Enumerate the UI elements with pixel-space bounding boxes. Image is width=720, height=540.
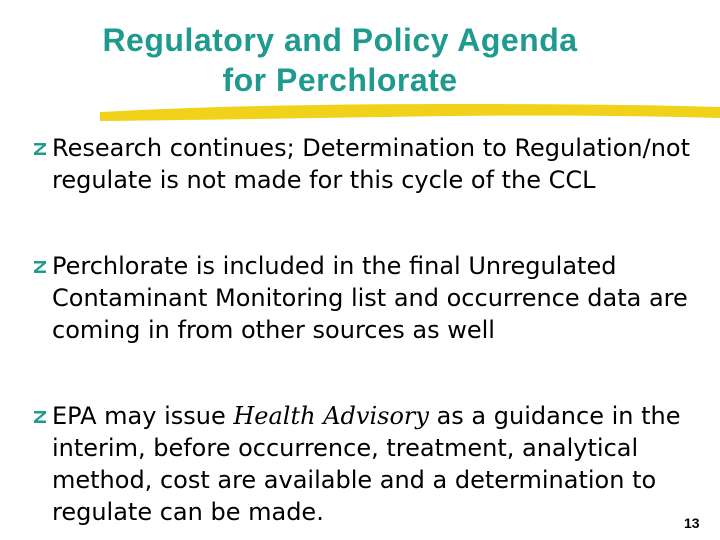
slide-title-line-2: for Perchlorate [222,62,458,98]
health-advisory-emphasis: Health Advisory [233,402,429,430]
bullet-text: Perchlorate is included in the final Unregulated Contaminant Monitoring list and occurrence data are coming in from other sources as well [52,252,688,344]
z-shaped-bullet-icon [32,141,48,157]
slide-title-line-1: Regulatory and Policy Agenda [102,22,578,58]
page-number: 13 [684,515,700,531]
bullet-item [32,400,712,528]
z-shaped-bullet-icon [32,259,48,275]
z-shaped-bullet-icon [32,409,48,425]
bullet-text-before: EPA may issue [52,402,234,430]
slide-title [0,20,680,100]
title-underline-brush [100,92,720,132]
bullet-list [32,132,712,528]
bullet-item [32,132,712,196]
bullet-item [32,250,712,346]
bullet-text-after: as a guidance in the interim, before occurrence, treatment, analytical method, cost are available and a determination to regulate can be made. [52,402,681,526]
bullet-text: Research continues; Determination to Regulation/not regulate is not made for this cycle of the CCL [52,134,690,194]
